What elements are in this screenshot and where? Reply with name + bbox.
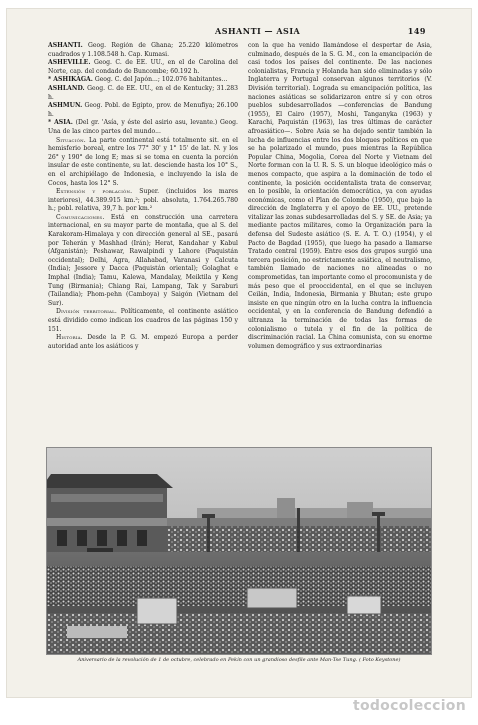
dictionary-entry xyxy=(48,102,238,119)
section-label: Comunicaciones. xyxy=(56,213,105,221)
dictionary-entry xyxy=(48,85,238,102)
dictionary-entry xyxy=(48,42,238,59)
entry-text: Geog. Región de Ghana; 25.220 kilómetros cuadrados y 1.108.548 h. Cap. Kumasi. xyxy=(48,42,238,58)
section-paragraph xyxy=(48,214,238,309)
entry-text: Geog. C. del Japón...; 102.076 habitantes... xyxy=(94,76,228,84)
section-paragraph xyxy=(48,188,238,214)
section-paragraph xyxy=(48,308,238,334)
running-title: ASHANTI — ASIA xyxy=(215,26,301,36)
body-paragraph: con la que ha venido llamándose el despertar de Asia, culminado, después de la S. G. M., con la emancipación de casi todos los países del continente. De las naciones colonialistas, Francia y Holanda han sido eliminadas y sólo Inglaterra y Portugal conservan algunos territorios (V. División territorial). Lograda su emancipación política, las naciones asiáticas se solidarizaron entre sí y con otros pueblos subdesarrollados —conferencias de Bandung (1955), El Cairo (1957), Moshi, Tanganyka (1963) y Karachi, Paquistán (1963), las tres últimas de carácter afroasiático—. Sobre Asia se ha dejado sentir también la lucha de influencias entre los dos bloques políticos en que se ha polarizado el mundo, pues mientras la República Popular China, Mogolia, Corea del Norte y Vietnam del Norte forman con la U. R. S. S. un bloque ideológico más o menos compacto, que aspira a la dominación de todo el continente, la posición occidentalista trata de conservar, en lo posible, la orientación democrática, ya con ayudas económicas, como el Plan de Colombo (1950), que bajo la dirección de Inglaterra y el apoyo de EE. UU., pretende vitalizar las zonas subdesarrolladas del S. y SE. de Asia; ya mediante pactos militares, como la Organización para la defensa del Sudeste asiático (S. E. A. T. O.) (1954), y el Pacto de Bagdad (1955), que luego ha pasado a llamarse Tratado central (1959). Entre esos dos grupos surgió una tercera posición, no estrictamente asiática, el neutralismo, también llamado de naciones no alineadas o no comprometidas, tan importante como el procomunista y de más peso que el prooccidental, en el que se incluyen Ceilán, India, Indonesia, Birmania y Bhutan; este grupo insiste en que ningún otro en la lucha contra la influencia occidental, y en la conferencia de Bandung defendió a ultranza la terminación de todas las formas de colonialismo o tutela y el fin de la política de discriminación racial. La China comunista, con su enorme volumen demográfico y sus extraordinarias xyxy=(248,42,432,350)
entry-text: Geog. C. de EE. UU., en el de Kentucky; 31.283 h. xyxy=(48,84,238,101)
left-column xyxy=(48,42,238,446)
section-paragraph xyxy=(48,334,238,351)
section-text: Desde la P. G. M. empezó Europa a perder autoridad ante los asiáticos y xyxy=(48,334,238,350)
section-text: Super. (incluidos los mares interiores), 44.389.915 km.²; pobl. absoluta, 1.764.265.780 h.; pobl. relativa, 39,7 h. por km.² xyxy=(48,188,238,213)
section-text: Está en construcción una carretera internacional, en su mayor parte de montaña, que al S. del Karakoram-Himalaya y con dirección general al SE., pasará por Teherán y Mashhad (Irán); Herat, Kandahar y Kabul (Afganistán); Peshawar, Rawalpindi y Lahore (Paquistán occidental); Delhi, Agra, Allahabad, Varanasi y Calcuta (India); Jessore y Dacca (Paquistán oriental); Golaghat e Imphal (India); Tamu, Kalewa, Mandalay, Meiktila y Keng Tung (Birmania); Chiang Rai, Lampang, Tak y Saraburi (Tailandia); Phom-pehn (Camboya) y Saigón (Vietnam del Sur). xyxy=(48,213,238,307)
section-text: Políticamente, el continente asiático está dividido como indican los cuadros de las páginas 150 y 151. xyxy=(48,308,238,333)
section-label: Historia. xyxy=(56,334,83,342)
entry-headword: * ASHIKAGA. xyxy=(48,76,93,84)
entry-headword: ASHEVILLE. xyxy=(48,59,91,67)
section-label: División territorial. xyxy=(56,308,118,316)
section-paragraph xyxy=(48,137,238,189)
right-column xyxy=(248,42,432,446)
entry-text: (Del gr. 'Asía, y éste del asirio asu, levante.) Geog. Una de las cinco partes del mundo... xyxy=(48,119,238,135)
page-number: 149 xyxy=(407,26,426,36)
parade-photo xyxy=(46,447,432,655)
section-label: Situación. xyxy=(56,136,86,144)
entry-headword: ASHLAND. xyxy=(48,84,85,92)
dictionary-entry xyxy=(48,59,238,76)
entry-headword: ASHMUN. xyxy=(48,102,83,110)
dictionary-entry xyxy=(48,119,238,136)
photo-caption: Aniversario de la revolución de 1 de octubre, celebrado en Pekín con un grandioso desfile ante Man-Tse Tung. ( Foto Keystone) xyxy=(77,657,401,663)
watermark: todocoleccion xyxy=(352,698,466,714)
entry-headword: * ASIA. xyxy=(48,119,73,127)
entry-text: Geog. C. de EE. UU., en el de Carolina del Norte, cap. del condado de Buncombe; 60.192 h. xyxy=(48,59,238,75)
entry-headword: ASHANTI. xyxy=(48,42,83,49)
entry-text: Geog. Pobl. de Egipto, prov. de Menufiya; 26.100 h. xyxy=(48,102,238,118)
section-label: Extensión y población. xyxy=(56,188,133,196)
dictionary-entry xyxy=(48,76,238,85)
section-text: La parte continental está totalmente sit. en el hemisferio boreal, entre los 77° 30' y 1° 15' de lat. N. y los 26° y 190° de long E; mas si se toma en cuenta la porción insular de este continente, su lat. desciende hasta los 10° S., en el archipiélago de Indonesia, e incluyendo la isla de Cocos, hasta los 12° S. xyxy=(48,136,238,187)
page-header xyxy=(0,26,478,40)
